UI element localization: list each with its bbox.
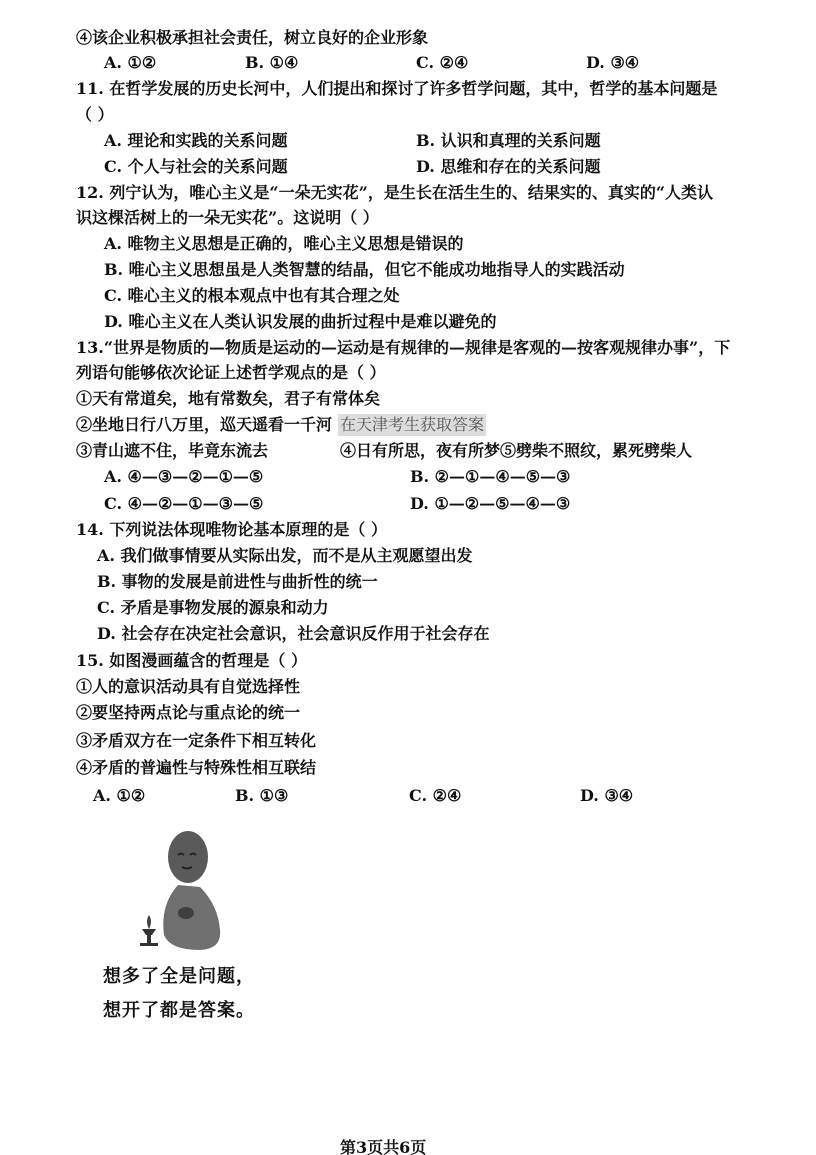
q13-item1: ①天有常道矣，地有常数矣，君子有常体矣 <box>76 389 381 408</box>
q12-stem-line1: 12. 列宁认为，唯心主义是“一朵无实花”，是生长在活生生的、结果实的、真实的“人类认 <box>76 183 714 202</box>
q13-item45: ④日有所思，夜有所梦⑤劈柴不照纹，累死劈柴人 <box>340 441 693 460</box>
q14-option-d: D. 社会存在决定社会意识，社会意识反作用于社会存在 <box>97 624 490 643</box>
q10-option-a: A. ①② <box>104 53 157 72</box>
q11-stem-line2: （ ） <box>76 105 114 124</box>
q11-option-d: D. 思维和存在的关系问题 <box>416 157 601 176</box>
q12-stem-line2: 识这棵活树上的一朵无实花”。这说明（ ） <box>76 208 379 227</box>
q10-option-d: D. ③④ <box>586 53 640 72</box>
q11-option-a: A. 理论和实践的关系问题 <box>104 131 288 150</box>
q15-item4: ④矛盾的普遍性与特殊性相互联结 <box>76 758 317 777</box>
q14-stem: 14. 下列说法体现唯物论基本原理的是（ ） <box>76 520 387 539</box>
watermark-text: 在天津考生获取答案 <box>340 415 485 434</box>
q15-stem: 15. 如图漫画蕴含的哲理是（ ） <box>76 651 307 670</box>
q15-item1: ①人的意识活动具有自觉选择性 <box>76 677 301 696</box>
cartoon-caption-line2: 想开了都是答案。 <box>103 1000 255 1021</box>
q13-item2-row <box>76 414 486 436</box>
page-footer: 第3页共6页 <box>340 1138 427 1155</box>
q15-item3: ③矛盾双方在一定条件下相互转化 <box>76 731 317 750</box>
q15-option-a: A. ①② <box>93 786 146 805</box>
meditating-figure-cartoon <box>130 825 240 955</box>
q11-option-c: C. 个人与社会的关系问题 <box>104 157 288 176</box>
q10-option-b: B. ①④ <box>245 53 299 72</box>
q15-option-b: B. ①③ <box>235 786 289 805</box>
q12-option-b: B. 唯心主义思想虽是人类智慧的结晶，但它不能成功地指导人的实践活动 <box>104 260 625 279</box>
q12-option-d: D. 唯心主义在人类认识发展的曲折过程中是难以避免的 <box>104 312 497 331</box>
q13-stem-line2: 列语句能够依次论证上述哲学观点的是（ ） <box>76 363 386 382</box>
q10-option-c: C. ②④ <box>416 53 469 72</box>
q13-stem-line1: 13.“世界是物质的—物质是运动的—运动是有规律的—规律是客观的—按客观规律办事”，下 <box>76 338 731 357</box>
q12-option-a: A. 唯物主义思想是正确的，唯心主义思想是错误的 <box>104 234 464 253</box>
q10-item4: ④该企业积极承担社会责任，树立良好的企业形象 <box>76 28 429 47</box>
q11-option-b: B. 认识和真理的关系问题 <box>416 131 601 150</box>
q15-option-c: C. ②④ <box>409 786 462 805</box>
q15-option-d: D. ③④ <box>580 786 634 805</box>
q13-option-d: D. ①—②—⑤—④—③ <box>410 494 571 513</box>
q15-item2: ②要坚持两点论与重点论的统一 <box>76 703 301 722</box>
q13-option-c: C. ④—②—①—③—⑤ <box>104 494 264 513</box>
q13-item3: ③青山遮不住，毕竟东流去 <box>76 441 269 460</box>
q11-stem-line1: 11. 在哲学发展的历史长河中，人们提出和探讨了许多哲学问题，其中，哲学的基本问题是 <box>76 79 718 98</box>
q13-option-b: B. ②—①—④—⑤—③ <box>410 467 571 486</box>
cartoon-caption-line1: 想多了全是问题， <box>103 966 255 987</box>
q12-option-c: C. 唯心主义的根本观点中也有其合理之处 <box>104 286 400 305</box>
q13-option-a: A. ④—③—②—①—⑤ <box>104 467 264 486</box>
q14-option-c: C. 矛盾是事物发展的源泉和动力 <box>97 598 329 617</box>
q13-item2: ②坐地日行八万里，巡天遥看一千河 <box>76 415 333 434</box>
q14-option-b: B. 事物的发展是前进性与曲折性的统一 <box>97 572 378 591</box>
q14-option-a: A. 我们做事情要从实际出发，而不是从主观愿望出发 <box>97 546 473 565</box>
